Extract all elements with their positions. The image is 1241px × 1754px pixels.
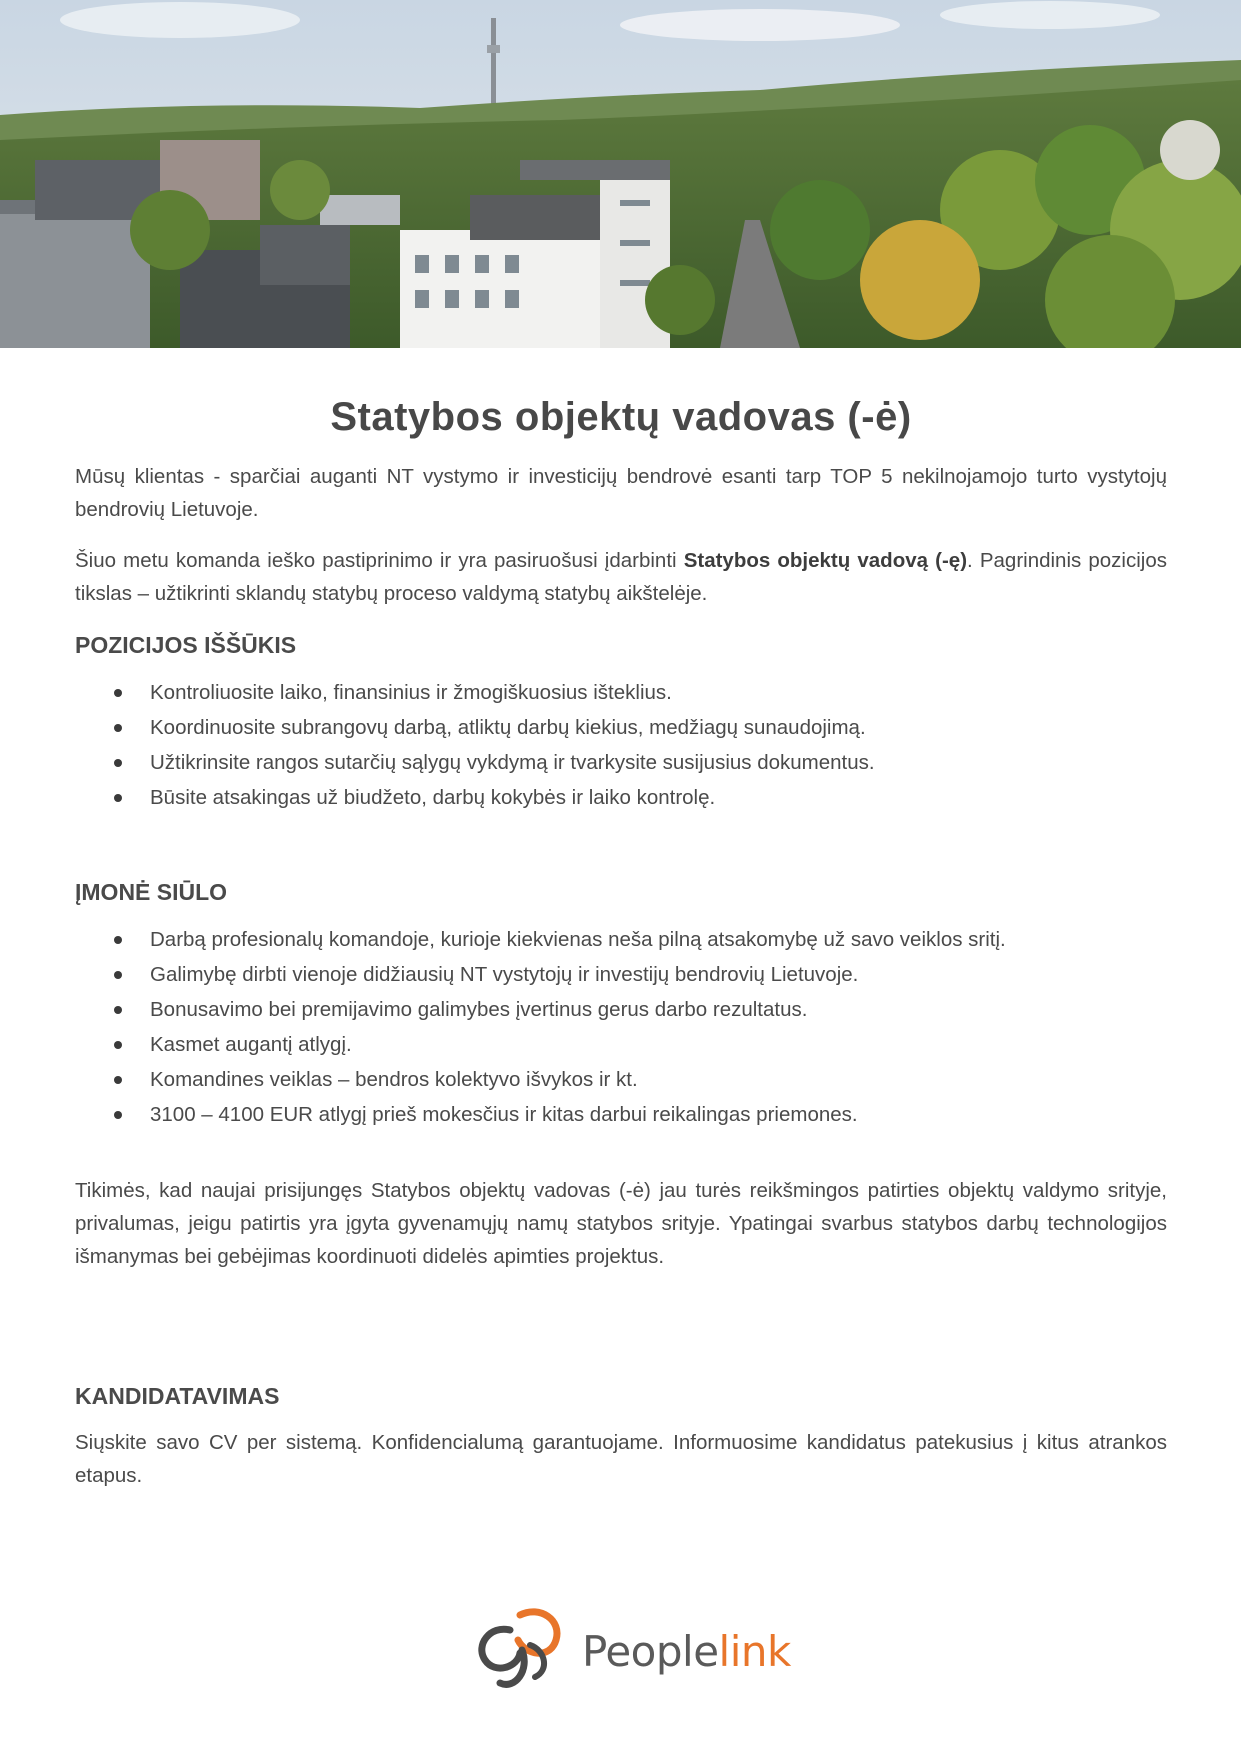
bullet-icon — [114, 1006, 122, 1014]
list-item: 3100 – 4100 EUR atlygį prieš mokesčius ir kitas darbui reikalingas priemones. — [75, 1097, 1167, 1132]
bullet-icon — [114, 759, 122, 767]
bullet-icon — [114, 1111, 122, 1119]
list-item: Galimybę dirbti vienoje didžiausių NT vystytojų ir investijų bendrovių Lietuvoje. — [75, 957, 1167, 992]
job-posting — [75, 395, 1167, 1510]
peoplelink-logo — [470, 1605, 790, 1695]
list-item: Kontroliuosite laiko, finansinius ir žmogiškuosius išteklius. — [75, 675, 1167, 710]
challenge-heading: POZICIJOS IŠŠŪKIS — [75, 632, 297, 658]
bullet-icon — [114, 689, 122, 697]
list-item: Koordinuosite subrangovų darbą, atliktų darbų kiekius, medžiagų sunaudojimą. — [75, 710, 1167, 745]
header-photo — [0, 0, 1241, 348]
page-title: Statybos objektų vadovas (-ė) — [330, 395, 912, 439]
challenge-list — [75, 675, 1167, 815]
apply-heading: KANDIDATAVIMAS — [75, 1383, 280, 1409]
bullet-icon — [114, 936, 122, 944]
search-paragraph: Šiuo metu komanda ieško pastiprinimo ir yra pasiruošusi įdarbinti Statybos objektų vadovą (-ę). Pagrindinis pozicijos tikslas – užtikrinti sklandų statybų proceso valdymą statybų aikštelėje. — [75, 549, 1167, 605]
list-item: Būsite atsakingas už biudžeto, darbų kokybės ir laiko kontrolę. — [75, 780, 1167, 815]
list-item: Komandines veiklas – bendros kolektyvo išvykos ir kt. — [75, 1062, 1167, 1097]
list-item: Užtikrinsite rangos sutarčių sąlygų vykdymą ir tvarkysite susijusius dokumentus. — [75, 745, 1167, 780]
list-item: Bonusavimo bei premijavimo galimybes įvertinus gerus darbo rezultatus. — [75, 992, 1167, 1027]
offer-heading: ĮMONĖ SIŪLO — [75, 879, 228, 905]
position-name: Statybos objektų vadovą (-ę) — [683, 549, 968, 572]
peoplelink-logo-icon — [470, 1605, 575, 1695]
logo-text: Peoplelink — [582, 1627, 791, 1676]
bullet-icon — [114, 971, 122, 979]
bullet-icon — [114, 1076, 122, 1084]
list-item: Darbą profesionalų komandoje, kurioje kiekvienas neša pilną atsakomybę už savo veiklos sritį. — [75, 922, 1167, 957]
expectation-paragraph: Tikimės, kad naujai prisijungęs Statybos objektų vadovas (-ė) jau turės reikšmingos patirties objektų valdymo srityje, privalumas, jeigu patirtis yra įgyta gyvenamųjų namų statybos srityje. Ypatingai svarbus statybos darbų technologijos išmanymas bei gebėjimas koordinuoti didelės apimties projektus. — [75, 1179, 1167, 1268]
offer-list — [75, 922, 1167, 1132]
apply-paragraph: Siųskite savo CV per sistemą. Konfidencialumą garantuojame. Informuosime kandidatus patekusius į kitus atrankos etapus. — [75, 1431, 1167, 1487]
bullet-icon — [114, 794, 122, 802]
bullet-icon — [114, 724, 122, 732]
list-item: Kasmet augantį atlygį. — [75, 1027, 1167, 1062]
intro-paragraph: Mūsų klientas - sparčiai auganti NT vystymo ir investicijų bendrovė esanti tarp TOP 5 nekilnojamojo turto vystytojų bendrovių Lietuvoje. — [75, 465, 1167, 521]
bullet-icon — [114, 1041, 122, 1049]
